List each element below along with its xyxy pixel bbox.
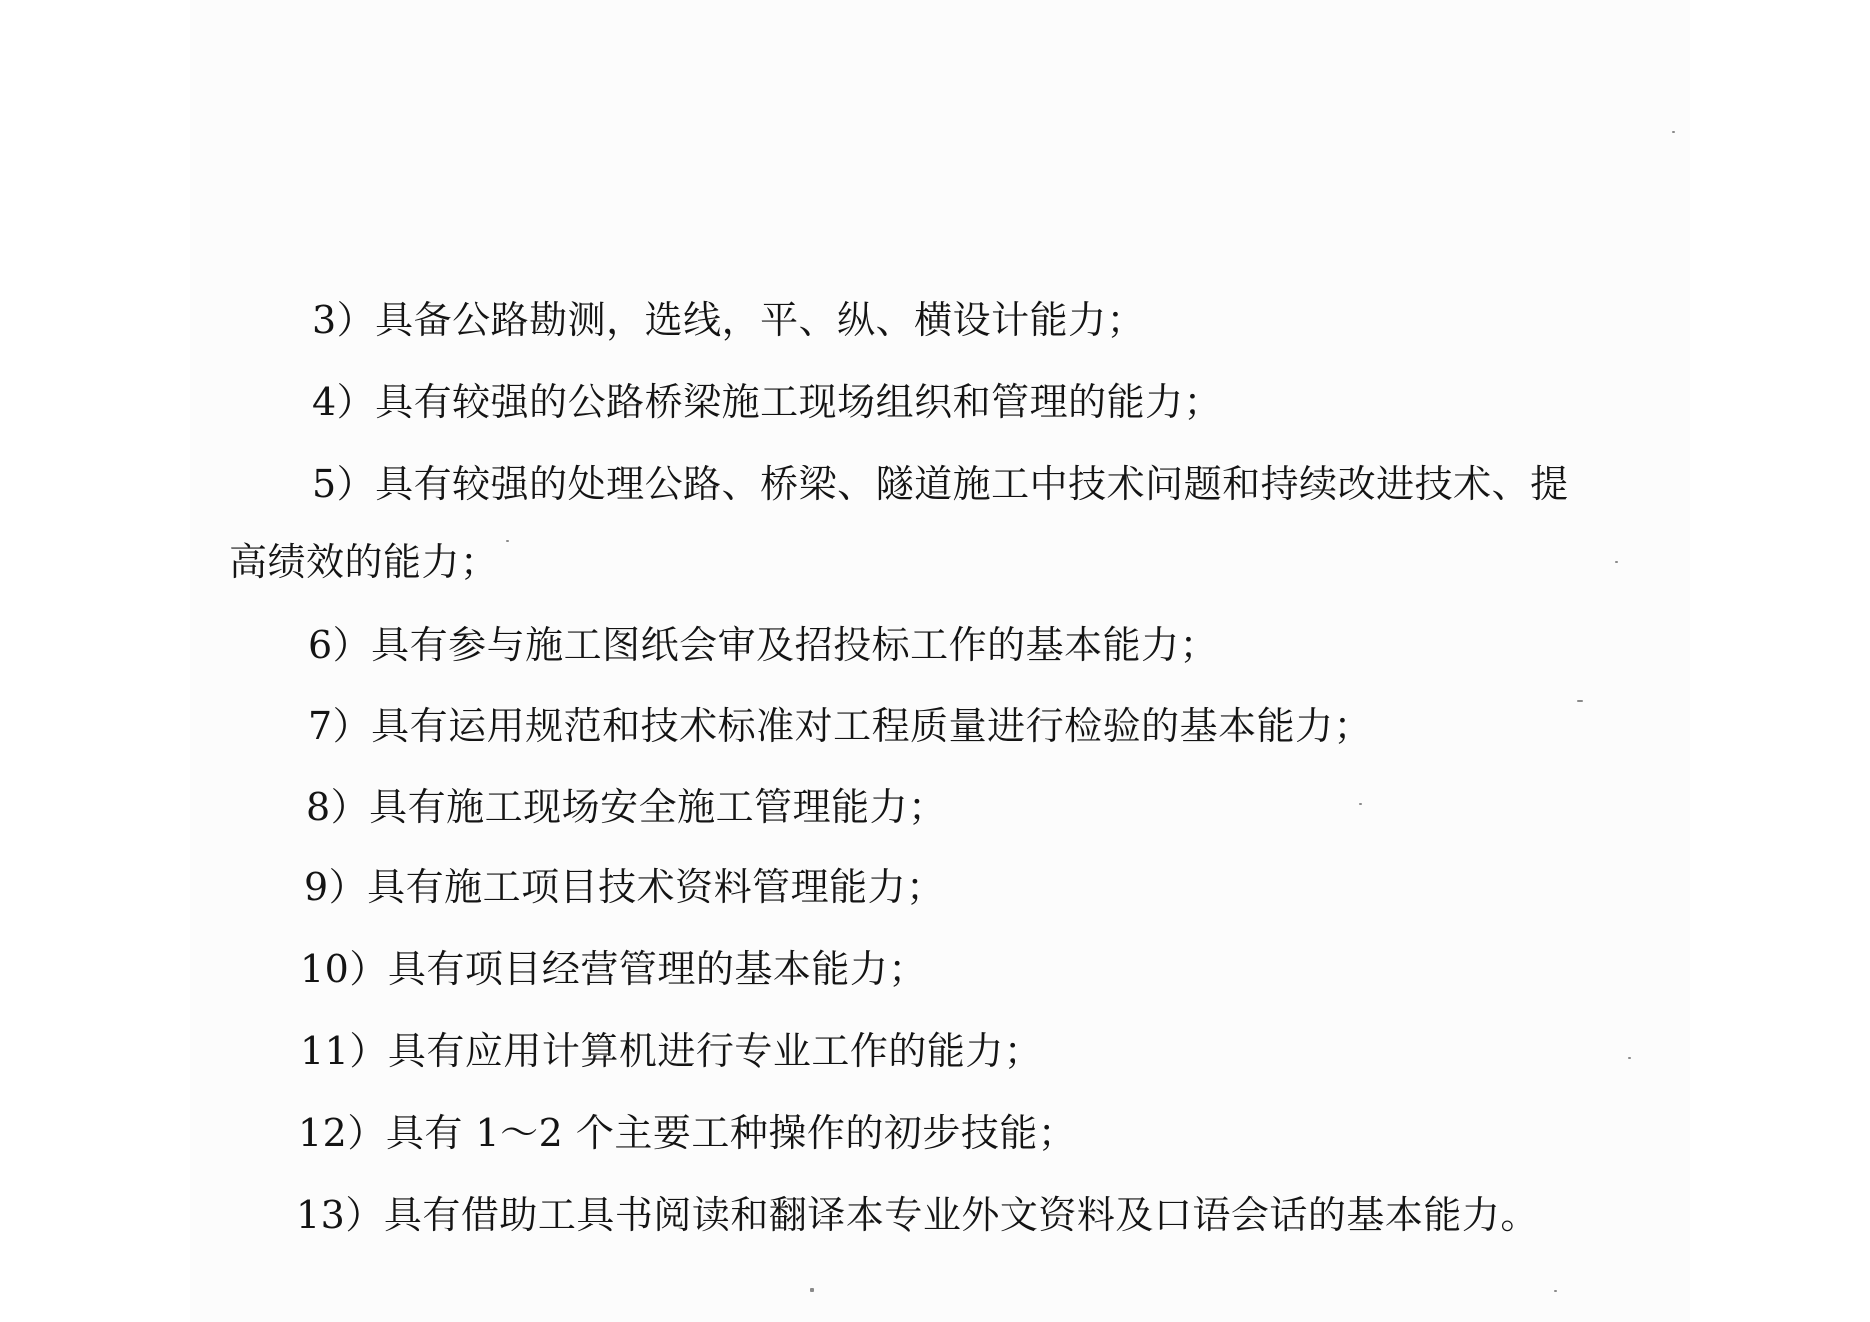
list-item: 11）具有应用计算机进行专业工作的能力； <box>300 1029 1043 1073</box>
scan-speck <box>1628 1057 1631 1059</box>
list-item-continuation: 高绩效的能力； <box>229 540 499 584</box>
scan-speck <box>1554 1290 1557 1292</box>
list-item: 9）具有施工项目技术资料管理能力； <box>304 865 945 909</box>
list-item: 10）具有项目经营管理的基本能力； <box>300 947 927 991</box>
scan-speck <box>1672 131 1675 133</box>
list-item: 13）具有借助工具书阅读和翻译本专业外文资料及口语会话的基本能力。 <box>296 1193 1539 1237</box>
scan-speck <box>1359 803 1362 805</box>
list-item: 3）具备公路勘测，选线，平、纵、横设计能力； <box>312 298 1146 342</box>
list-item: 4）具有较强的公路桥梁施工现场组织和管理的能力； <box>312 380 1223 424</box>
list-item: 7）具有运用规范和技术标准对工程质量进行检验的基本能力； <box>308 704 1373 748</box>
scan-speck <box>810 1288 814 1292</box>
scan-speck <box>506 540 509 542</box>
list-item: 8）具有施工现场安全施工管理能力； <box>306 785 947 829</box>
list-item: 5）具有较强的处理公路、桥梁、隧道施工中技术问题和持续改进技术、提 <box>312 462 1569 506</box>
scan-speck <box>1577 700 1583 702</box>
scan-speck <box>1615 561 1618 563</box>
list-item: 6）具有参与施工图纸会审及招投标工作的基本能力； <box>308 623 1219 667</box>
list-item: 12）具有 1～2 个主要工种操作的初步技能； <box>298 1111 1077 1155</box>
